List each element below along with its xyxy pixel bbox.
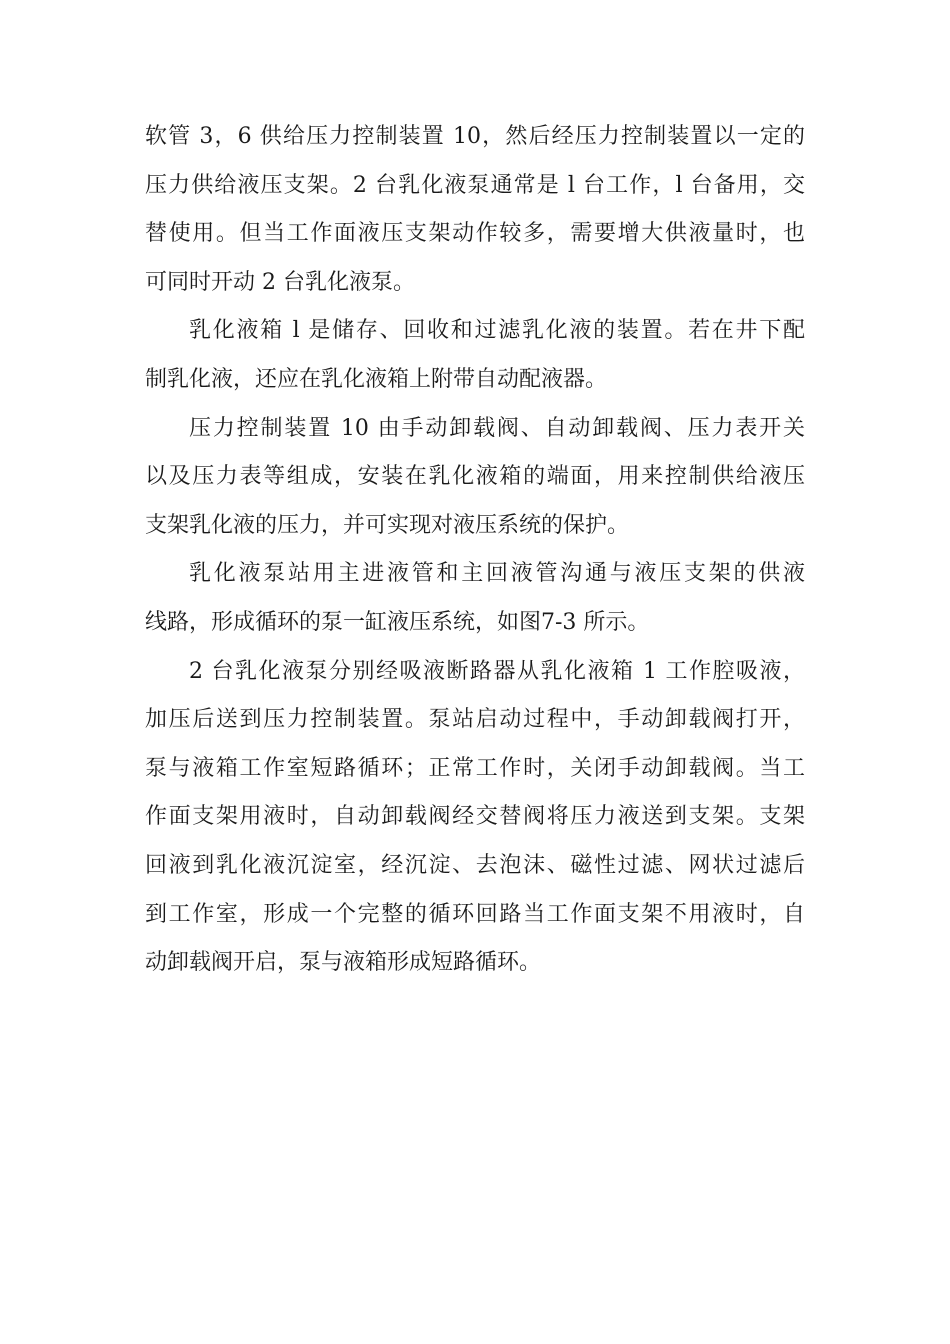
paragraph-3 [145,405,805,551]
paragraph-1 [145,113,805,307]
paragraph-line: 支架乳化液的压力，并可实现对液压系统的保护。 [145,512,630,538]
paragraph-line: 2 台乳化液泵分别经吸液断路器从乳化液箱 1 工作腔吸液， [189,658,805,684]
paragraph-line: 动卸载阀开启，泵与液箱形成短路循环。 [145,950,542,976]
paragraph-line: 回液到乳化液沉淀室，经沉淀、去泡沫、磁性过滤、网状过滤后 [145,852,805,878]
paragraph-line: 乳化液泵站用主进液管和主回液管沟通与液压支架的供液 [189,561,805,587]
paragraph-2 [145,307,805,404]
paragraph-line: 到工作室，形成一个完整的循环回路当工作面支架不用液时，自 [145,901,805,927]
paragraph-line: 压力供给液压支架。2 台乳化液泵通常是 l 台工作，l 台备用，交 [145,172,805,198]
paragraph-line: 乳化液箱 l 是储存、回收和过滤乳化液的装置。若在井下配 [189,318,805,344]
paragraph-4 [145,550,805,647]
paragraph-line: 可同时开动 2 台乳化液泵。 [145,269,415,295]
paragraph-line: 作面支架用液时，自动卸载阀经交替阀将压力液送到支架。支架 [145,804,805,830]
paragraph-line: 替使用。但当工作面液压支架动作较多，需要增大供液量时，也 [145,221,805,247]
paragraph-line: 泵与液箱工作室短路循环；正常工作时，关闭手动卸载阀。当工 [145,755,805,781]
paragraph-line: 压力控制装置 10 由手动卸载阀、自动卸载阀、压力表开关 [189,415,805,441]
body-text [145,113,805,988]
paragraph-line: 以及压力表等组成，安装在乳化液箱的端面，用来控制供给液压 [145,464,805,490]
paragraph-line: 线路，形成循环的泵一缸液压系统，如图7-3 所示。 [145,609,650,635]
paragraph-line: 软管 3，6 供给压力控制装置 10，然后经压力控制装置以一定的 [145,124,805,149]
paragraph-5 [145,648,805,988]
paragraph-line: 制乳化液，还应在乳化液箱上附带自动配液器。 [145,366,608,392]
paragraph-line: 加压后送到压力控制装置。泵站启动过程中，手动卸载阀打开， [145,707,805,733]
